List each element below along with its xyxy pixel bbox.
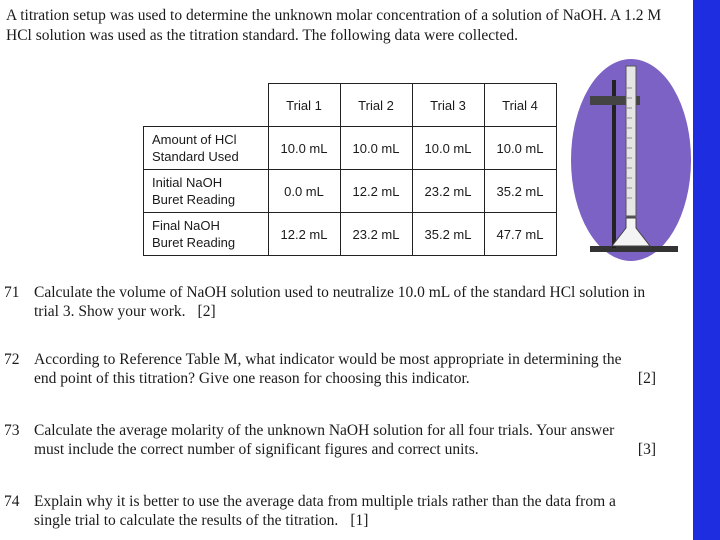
question-73 <box>4 421 656 459</box>
row-label-initial-naoh <box>144 170 269 213</box>
question-72 <box>4 350 656 388</box>
row-label-hcl-amount <box>144 127 269 170</box>
titration-data-table <box>143 83 557 256</box>
table-cell: 10.0 mL <box>268 127 340 170</box>
question-text: According to Reference Table M, what indicator would be most appropriate in determining the end point of this titration? Give one reason for choosing this indicator. <box>34 351 622 387</box>
row-label-line: Final NaOH <box>152 218 220 233</box>
table-header-trial-1: Trial 1 <box>268 84 340 127</box>
table-cell: 35.2 mL <box>412 213 484 256</box>
table-cell: 12.2 mL <box>268 213 340 256</box>
question-number: 73 <box>4 422 20 439</box>
table-cell: 47.7 mL <box>484 213 556 256</box>
intro-paragraph: A titration setup was used to determine the unknown molar concentration of a solution of NaOH. A 1.2 M HCl solution was used as the titration standard. The following data were collected. <box>6 7 662 44</box>
row-label-line: Amount of HCl <box>152 132 237 147</box>
question-points: [1] <box>350 512 369 529</box>
table-corner <box>144 84 269 127</box>
row-label-line: Buret Reading <box>152 192 236 207</box>
table-cell: 23.2 mL <box>340 213 412 256</box>
table-row-hcl-amount <box>144 127 557 170</box>
question-number: 74 <box>4 493 20 510</box>
question-text: Explain why it is better to use the average data from multiple trials rather than the data from a single trial to calculate the results of the titration. <box>34 493 616 529</box>
question-points: [2] <box>637 370 656 387</box>
question-number: 71 <box>4 284 20 301</box>
question-text: Calculate the average molarity of the unknown NaOH solution for all four trials. Your answer must include the correct number of significant figures and correct units. <box>34 422 615 458</box>
question-74 <box>4 492 656 530</box>
row-label-line: Buret Reading <box>152 235 236 250</box>
row-label-line: Standard Used <box>152 149 239 164</box>
buret-tube <box>626 66 636 216</box>
question-71 <box>4 283 656 321</box>
question-points: [2] <box>197 303 216 320</box>
table-header-trial-3: Trial 3 <box>412 84 484 127</box>
stand-base <box>590 246 678 252</box>
table-cell: 0.0 mL <box>268 170 340 213</box>
table-header-row <box>144 84 557 127</box>
row-label-line: Initial NaOH <box>152 175 223 190</box>
right-side-bar <box>693 0 720 540</box>
table-header-trial-4: Trial 4 <box>484 84 556 127</box>
table-cell: 10.0 mL <box>340 127 412 170</box>
table-cell: 10.0 mL <box>484 127 556 170</box>
question-points: [3] <box>637 441 656 458</box>
table-cell: 35.2 mL <box>484 170 556 213</box>
question-number: 72 <box>4 351 20 368</box>
titration-apparatus-illustration <box>570 58 693 263</box>
table-cell: 10.0 mL <box>412 127 484 170</box>
table-cell: 23.2 mL <box>412 170 484 213</box>
table-cell: 12.2 mL <box>340 170 412 213</box>
table-row-initial-naoh <box>144 170 557 213</box>
stand-rod <box>612 80 616 248</box>
table-row-final-naoh <box>144 213 557 256</box>
table-header-trial-2: Trial 2 <box>340 84 412 127</box>
row-label-final-naoh <box>144 213 269 256</box>
question-text: Calculate the volume of NaOH solution used to neutralize 10.0 mL of the standard HCl solution in trial 3. Show your work. <box>34 284 646 320</box>
